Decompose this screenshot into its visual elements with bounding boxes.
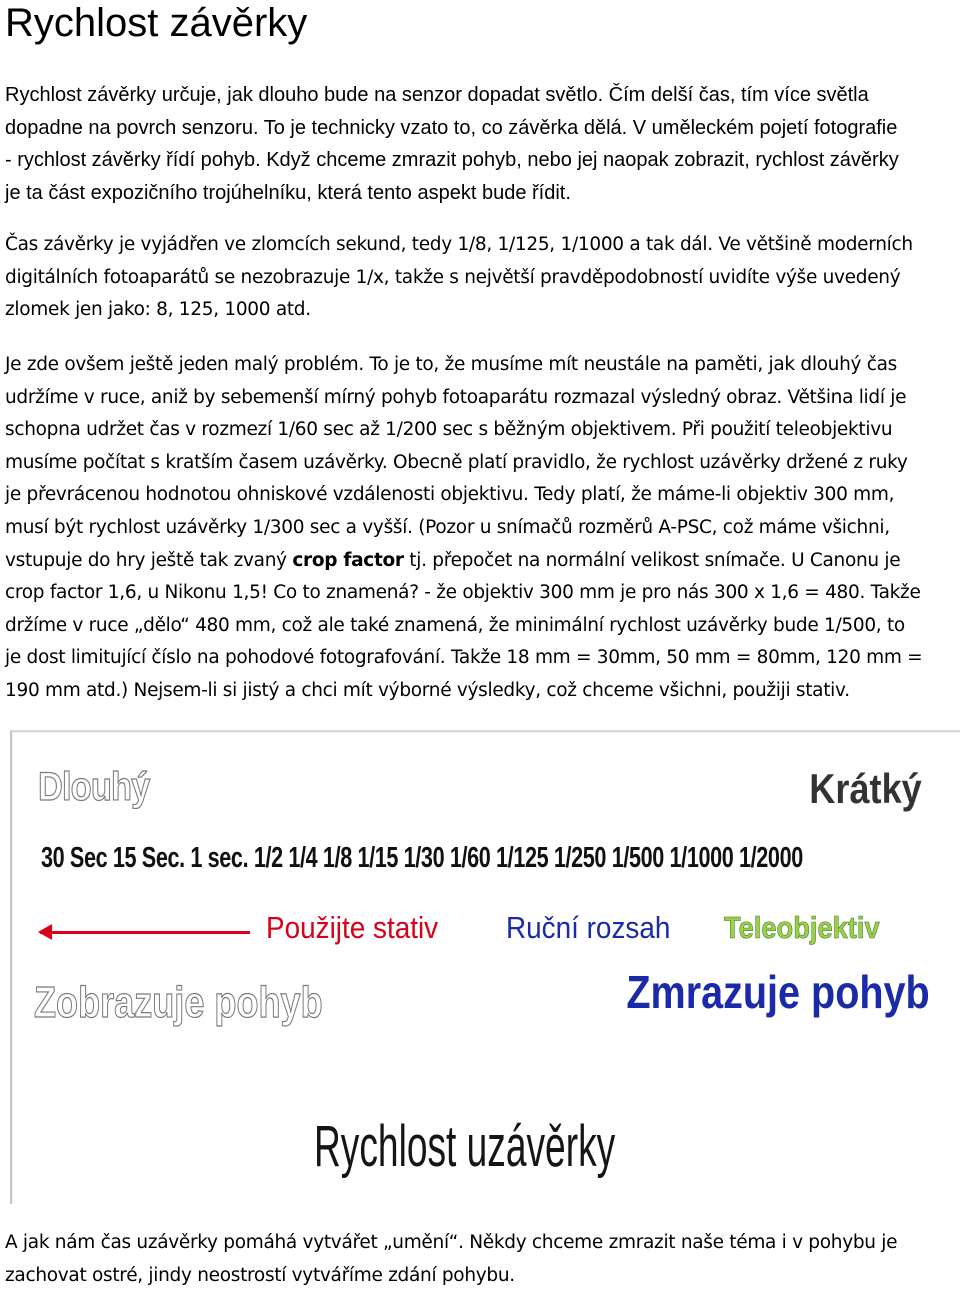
label-long: Dlouhý (38, 765, 150, 809)
closing-paragraph (5, 1227, 955, 1292)
paragraph-line: musí být rychlost uzávěrky 1/300 sec a vyšší. (Pozor u snímačů rozměrů A-PSC, což máme všichni, (5, 516, 890, 538)
page-title: Rychlost závěrky (5, 1, 308, 45)
crop-factor-term: crop factor (292, 549, 404, 571)
paragraph-line: je převrácenou hodnotou ohniskové vzdálenosti objektivu. Tedy platí, že máme-li objektiv 300 mm, (5, 484, 895, 506)
paragraph-line: Je zde ovšem ještě jeden malý problém. To je to, že musíme mít neustále na paměti, jak dlouhý čas (5, 354, 897, 375)
intro-paragraph (5, 79, 955, 209)
line-text: vstupuje do hry ještě tak zvaný (5, 549, 293, 571)
paragraph-line: musíme počítat s kratším časem uzávěrky. Obecně platí pravidlo, že rychlost uzávěrky držené z ruky (5, 451, 908, 473)
line-text: tj. přepočet na normální velikost snímače. U Canonu je (403, 549, 901, 571)
diagram-title: Rychlost uzávěrky (314, 1114, 616, 1179)
paragraph-line: 190 mm atd.) Nejsem-li si jistý a chci mít výborné výsledky, což chceme všichni, použiji stativ. (5, 679, 850, 701)
paragraph-line: digitálních fotoaparátů se nezobrazuje 1/x, takže s největší pravděpodobností uvidíte výše uvedený (5, 266, 901, 288)
paragraph-line: dopadne na povrch senzoru. To je technicky vzato to, co závěrka dělá. V uměleckém pojetí fotografie (5, 116, 898, 139)
paragraph-line: zachovat ostré, jindy neostrostí vytváříme zdání pohybu. (5, 1264, 515, 1286)
label-telephoto: Teleobjektiv (724, 910, 880, 945)
paragraph-line (5, 545, 955, 578)
paragraph-line: - rychlost závěrky řídí pohyb. Když chceme zmrazit pohyb, nebo jej naopak zobrazit, rychlost závěrky (5, 149, 899, 172)
handheld-paragraph (5, 349, 955, 708)
shutter-speed-diagram (10, 730, 960, 1204)
left-arrow-icon (40, 931, 250, 934)
paragraph-line: udržíme v ruce, aniž by sebemenší mírný pohyb fotoaparátu rozmazal výsledný obraz. Většina lidí je (5, 386, 907, 408)
paragraph-line: crop factor 1,6, u Nikonu 1,5! Co to znamená? - že objektiv 300 mm je pro nás 300 x 1,6 = 480. Takže (5, 582, 921, 604)
shutter-speed-scale: 30 Sec 15 Sec. 1 sec. 1/2 1/4 1/8 1/15 1/30 1/60 1/125 1/250 1/500 1/1000 1/2000 (41, 842, 803, 874)
label-shows-motion: Zobrazuje pohyb (34, 978, 323, 1027)
paragraph-line: Čas závěrky je vyjádřen ve zlomcích sekund, tedy 1/8, 1/125, 1/1000 a tak dál. Ve většině moderních (5, 234, 913, 255)
label-use-tripod: Použijte stativ (266, 910, 439, 945)
paragraph-line: A jak nám čas uzávěrky pomáhá vytvářet „umění“. Někdy chceme zmrazit naše téma i v pohybu je (5, 1232, 898, 1253)
paragraph-line: zlomek jen jako: 8, 125, 1000 atd. (5, 299, 311, 321)
fractions-paragraph (5, 229, 955, 327)
paragraph-line: držíme v ruce „dělo“ 480 mm, což ale také znamená, že minimální rychlost uzávěrky bude 1/500, to (5, 614, 905, 636)
label-handheld-range: Ruční rozsah (506, 910, 671, 945)
label-freezes-motion: Zmrazuje pohyb (626, 966, 930, 1018)
paragraph-line: schopna udržet čas v rozmezí 1/60 sec až 1/200 sec s běžným objektivem. Při použití teleobjektivu (5, 419, 893, 441)
paragraph-line: je dost limitující číslo na pohodové fotografování. Takže 18 mm = 30mm, 50 mm = 80mm, 120 mm = (5, 647, 923, 669)
paragraph-line: je ta část expozičního trojúhelníku, která tento aspekt bude řídit. (5, 181, 571, 204)
paragraph-line: Rychlost závěrky určuje, jak dlouho bude na senzor dopadat světlo. Čím delší čas, tím více světla (5, 84, 869, 106)
label-short: Krátký (809, 765, 922, 812)
